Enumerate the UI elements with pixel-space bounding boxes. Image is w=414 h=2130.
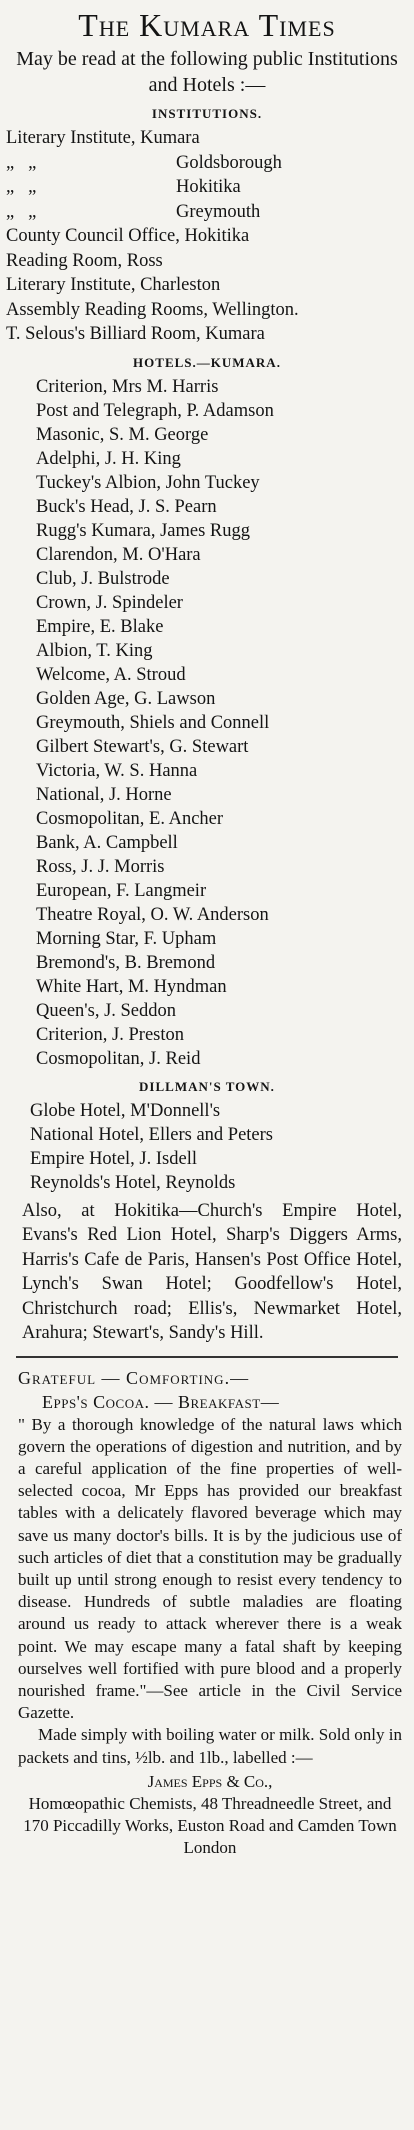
list-item: Gilbert Stewart's, G. Stewart [36,736,249,757]
list-item: „ „ Goldsborough [6,152,282,173]
list-item: Empire, E. Blake [36,616,164,637]
list-item: Albion, T. King [36,640,153,661]
list-item: National, J. Horne [36,784,172,805]
list-item: Ross, J. J. Morris [36,856,165,877]
list-item: White Hart, M. Hyndman [36,976,227,997]
list-item: Empire Hotel, J. Isdell [30,1148,197,1169]
list-item: Morning Star, F. Upham [36,928,217,949]
list-item: Literary Institute, Kumara [6,128,200,148]
list-item: Crown, J. Spindeler [36,592,183,613]
list-item: Post and Telegraph, P. Adamson [36,400,274,421]
list-item: Queen's, J. Seddon [36,1000,177,1021]
dillmans-town-list [6,1099,408,1195]
column-divider [16,1356,398,1358]
list-item: Cosmopolitan, E. Ancher [36,808,224,829]
advert-address: Homœopathic Chemists, 48 Threadneedle Street, and 170 Piccadilly Works, Euston Road and Camden Town [23,1793,397,1835]
advert-subheadline: Epps's Cocoa. — Breakfast— [42,1391,280,1412]
list-item: Welcome, A. Stroud [36,664,186,685]
advert-city: London [183,1837,237,1857]
list-item: European, F. Langmeir [36,880,207,901]
institutions-list [6,126,408,347]
list-item: Assembly Reading Rooms, Wellington. [6,299,299,320]
also-hokitika-paragraph: Also, at Hokitika—Church's Empire Hotel, Evans's Red Lion Hotel, Sharp's Diggers Arms, Harris's Cafe de Paris, Hansen's Post Office Hotel, Lynch's Swan Hotel; Goodfellow's Hotel, Christchurch road; Ellis's, Newmarket Hotel, Arahura; Stewart's, Sandy's Hill. [22,1200,402,1343]
list-item: Criterion, J. Preston [36,1024,184,1045]
advert-body: " By a thorough knowledge of the natural laws which govern the operations of digestion and nutrition, and by a careful application of the fine properties of well-selected cocoa, Mr Epps has provided our breakfast tables with a delicately flavored beverage which may save us many doctor's bills. It is by the judicious use of such articles of diet that a constitution may be gradually built up until strong enough to resist every tendency to disease. Hundreds of subtle maladies are floating around us ready to attack wherever there is a weak point. We may escape many a fatal shaft by keeping ourselves well fortified with pure blood and a properly nourished frame."—See article in the Civil Service Gazette. [18,1414,402,1723]
list-item: T. Selous's Billiard Room, Kumara [6,324,265,344]
ditto-mark: „ [6,201,15,222]
list-item: Rugg's Kumara, James Rugg [36,520,251,541]
list-item: Masonic, S. M. George [36,424,209,445]
list-item: „ „ Greymouth [6,201,261,222]
intro-text: May be read at the following public Institutions and Hotels :— [16,48,398,96]
hotels-kumara-list [6,375,408,1071]
ditto-mark: „ [6,177,15,197]
list-item: Club, J. Bulstrode [36,568,170,589]
list-item: Globe Hotel, M'Donnell's [30,1100,221,1121]
list-item: Bank, A. Campbell [36,832,178,853]
advert-instructions: Made simply with boiling water or milk. Sold only in packets and tins, ½lb. and 1lb., labelled :— [18,1725,402,1767]
list-item: Cosmopolitan, J. Reid [36,1048,201,1069]
list-item: Bremond's, B. Bremond [36,952,216,973]
list-item: Victoria, W. S. Hanna [36,760,198,781]
list-item: Literary Institute, Charleston [6,275,221,295]
list-item: „ „ Hokitika [6,177,241,197]
epps-cocoa-advert [6,1366,408,1859]
list-item: Reynolds's Hotel, Reynolds [30,1172,236,1193]
list-item: Reading Room, Ross [6,250,163,271]
list-item: Criterion, Mrs M. Harris [36,376,219,397]
masthead-title: The Kumara Times [78,7,336,43]
list-item: Greymouth, Shiels and Connell [36,712,270,733]
dillmans-town-heading: DILLMAN'S TOWN. [139,1078,275,1094]
ditto-mark: „ [6,152,15,173]
list-item: Tuckey's Albion, John Tuckey [36,472,260,493]
list-item: Golden Age, G. Lawson [36,688,216,709]
ditto-mark: „ [28,152,37,173]
ditto-mark: „ [28,177,37,197]
list-item: National Hotel, Ellers and Peters [30,1124,274,1145]
hotels-kumara-heading: HOTELS.—KUMARA. [133,354,281,370]
advert-headline: Grateful — Comforting.— [18,1367,250,1388]
institutions-heading: INSTITUTIONS. [151,106,263,121]
list-item: County Council Office, Hokitika [6,226,250,246]
list-item: Buck's Head, J. S. Pearn [36,496,217,517]
list-item: Theatre Royal, O. W. Anderson [36,904,269,925]
advert-company: James Epps & Co., [147,1771,273,1791]
list-item: Clarendon, M. O'Hara [36,544,201,565]
ditto-mark: „ [28,201,37,222]
list-item: Adelphi, J. H. King [36,448,181,469]
